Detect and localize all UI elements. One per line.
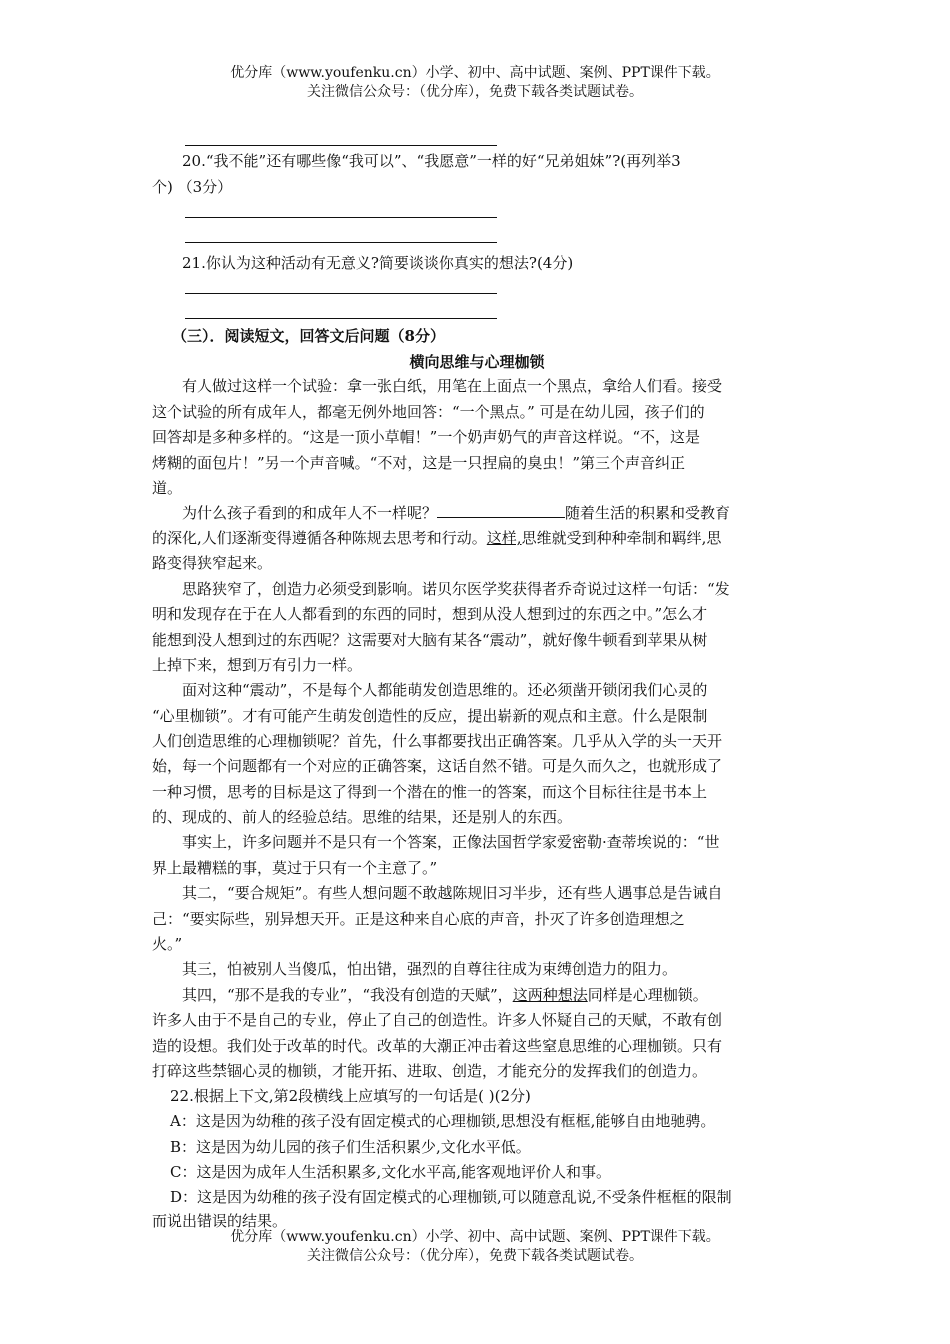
- passage-p8-line: [152, 982, 832, 1008]
- passage-p1-line: 有人做过这样一个试验：拿一张白纸，用笔在上面点一个黑点，拿给人们看。接受: [182, 377, 723, 395]
- header-line-2: 关注微信公众号：（优分库），免费下载各类试题试卷。: [307, 84, 643, 100]
- fill-in-blank: [437, 503, 565, 518]
- passage-p2-text: 的深化,人们逐渐变得遵循各种陈规去思考和行动。: [152, 529, 487, 547]
- passage-p1-line: 烤糊的面包片！”另一个声音喊。“不对，这是一只捏扁的臭虫！”第三个声音纠正: [152, 454, 686, 472]
- passage-p4-line: 面对这种“震动”，不是每个人都能萌发创造思维的。还必须凿开锁闭我们心灵的: [182, 681, 708, 699]
- passage-p5-line: 界上最糟糕的事，莫过于只有一个主意了。”: [152, 859, 438, 877]
- passage-p4-line: 始，每一个问题都有一个对应的正确答案，这话自然不错。可是久而久之，也就形成了: [152, 757, 723, 775]
- passage-p3-line: 能想到没人想到过的东西呢？这需要对大脑有某各“震动”，就好像牛顿看到苹果从树: [152, 631, 708, 649]
- passage-p3-line: 明和发现存在于在人人都看到的东西的同时，想到从没人想到过的东西之中。”怎么才: [152, 605, 708, 623]
- section-3-heading: （三）．阅读短文，回答文后问题（8分）: [172, 327, 445, 345]
- passage-p1-line: 回答却是多种多样的。“这是一顶小草帽！”一个奶声奶气的声音这样说。“不，这是: [152, 428, 701, 446]
- passage-p2-question: 为什么孩子看到的和成年人不一样呢？: [182, 504, 438, 522]
- passage-p3-line: 上掉下来，想到万有引力一样。: [152, 656, 363, 674]
- passage-p2-line: [152, 500, 832, 526]
- underlined-phrase: 这样,: [486, 529, 522, 547]
- answer-blank-line: [185, 318, 497, 319]
- q22-option-d: D：这是因为幼稚的孩子没有固定模式的心理枷锁,可以随意乱说,不受条件框框的限制: [170, 1188, 732, 1206]
- page-header: [0, 64, 950, 102]
- passage-p1-line: 这个试验的所有成年人，都毫无例外地回答：“一个黑点。” 可是在幼儿园，孩子们的: [152, 403, 705, 421]
- q21-prompt: 21.你认为这种活动有无意义?简要谈谈你真实的想法?(4分): [182, 254, 574, 272]
- passage-p7-line: 其三，怕被别人当傻瓜，怕出错，强烈的自尊往往成为束缚创造力的阻力。: [182, 960, 678, 978]
- passage-p6-line: 火。”: [152, 935, 183, 953]
- passage-p4-line: 人们创造思维的心理枷锁呢？首先，什么事都要找出正确答案。几乎从入学的头一天开: [152, 732, 723, 750]
- passage-p8-line: 打碎这些禁锢心灵的枷锁，才能开拓、进取、创造，才能充分的发挥我们的创造力。: [152, 1062, 708, 1080]
- q22-option-c: C：这是因为成年人生活积累多,文化水平高,能客观地评价人和事。: [170, 1163, 612, 1181]
- passage-p4-line: 一种习惯，思考的目标是这了得到一个潜在的惟一的答案，而这个目标往往是书本上: [152, 783, 708, 801]
- passage-p1-line: 道。: [152, 479, 183, 497]
- passage-p8-text: 同样是心理枷锁。: [587, 986, 708, 1004]
- passage-p5-line: 事实上，许多问题并不是只有一个答案，正像法国哲学家爱密勒·查蒂埃说的：“世: [182, 833, 720, 851]
- page-footer: [0, 1228, 950, 1266]
- passage-title: 横向思维与心理枷锁: [409, 353, 545, 371]
- answer-blank-line: [185, 217, 497, 218]
- passage-p2-text: 随着生活的积累和受教育: [565, 504, 731, 522]
- answer-blank-line: [185, 293, 497, 294]
- q22-option-d-continued: 而说出错误的结果。: [152, 1212, 288, 1230]
- passage-p8-line: 造的设想。我们处于改革的时代。改革的大潮正冲击着这些窒息思维的心理枷锁。只有: [152, 1037, 723, 1055]
- q20-line-1: 20.“我不能”还有哪些像“我可以”、“我愿意”一样的好“兄弟姐妹”?(再列举3: [182, 152, 681, 170]
- underlined-phrase: 这两种想法: [512, 986, 588, 1004]
- footer-line-1: 优分库（www.youfenku.cn）小学、初中、高中试题、案例、PPT课件下载。: [230, 1229, 720, 1245]
- passage-p6-line: 己：“要实际些，别异想天开。正是这种来自心底的声音，扑灭了许多创造理想之: [152, 910, 685, 928]
- header-line-1: 优分库（www.youfenku.cn）小学、初中、高中试题、案例、PPT课件下载。: [230, 65, 720, 81]
- footer-line-2: 关注微信公众号：（优分库），免费下载各类试题试卷。: [307, 1248, 643, 1264]
- passage-p2-line: [152, 525, 802, 551]
- answer-blank-line: [185, 145, 497, 146]
- q20-line-2: 个) （3分）: [152, 178, 233, 196]
- passage-p3-line: 思路狭窄了，创造力必须受到影响。诺贝尔医学奖获得者乔奇说过这样一句话：“发: [182, 580, 730, 598]
- passage-p6-line: 其二，“要合规矩”。有些人想问题不敢越陈规旧习半步，还有些人遇事总是告诫自: [182, 884, 723, 902]
- passage-p4-line: 的、现成的、前人的经验总结。思维的结果，还是别人的东西。: [152, 808, 573, 826]
- passage-p4-line: “心里枷锁”。才有可能产生萌发创造性的反应，提出崭新的观点和主意。什么是限制: [152, 707, 708, 725]
- passage-p8-text: 其四，“那不是我的专业”，“我没有创造的天赋”，: [182, 986, 513, 1004]
- q22-stem: 22.根据上下文,第2段横线上应填写的一句话是( )(2分): [170, 1087, 531, 1105]
- q22-option-b: B：这是因为幼儿园的孩子们生活积累少,文化水平低。: [170, 1138, 531, 1156]
- passage-p2-text: 思维就受到种种牵制和羁绊,思: [521, 529, 722, 547]
- passage-p8-line: 许多人由于不是自己的专业，停止了自己的创造性。许多人怀疑自己的天赋，不敢有创: [152, 1011, 723, 1029]
- passage-p2-line: 路变得狭窄起来。: [152, 554, 273, 572]
- answer-blank-line: [185, 242, 497, 243]
- q22-option-a: A：这是因为幼稚的孩子没有固定模式的心理枷锁,思想没有框框,能够自由地驰骋。: [170, 1112, 716, 1130]
